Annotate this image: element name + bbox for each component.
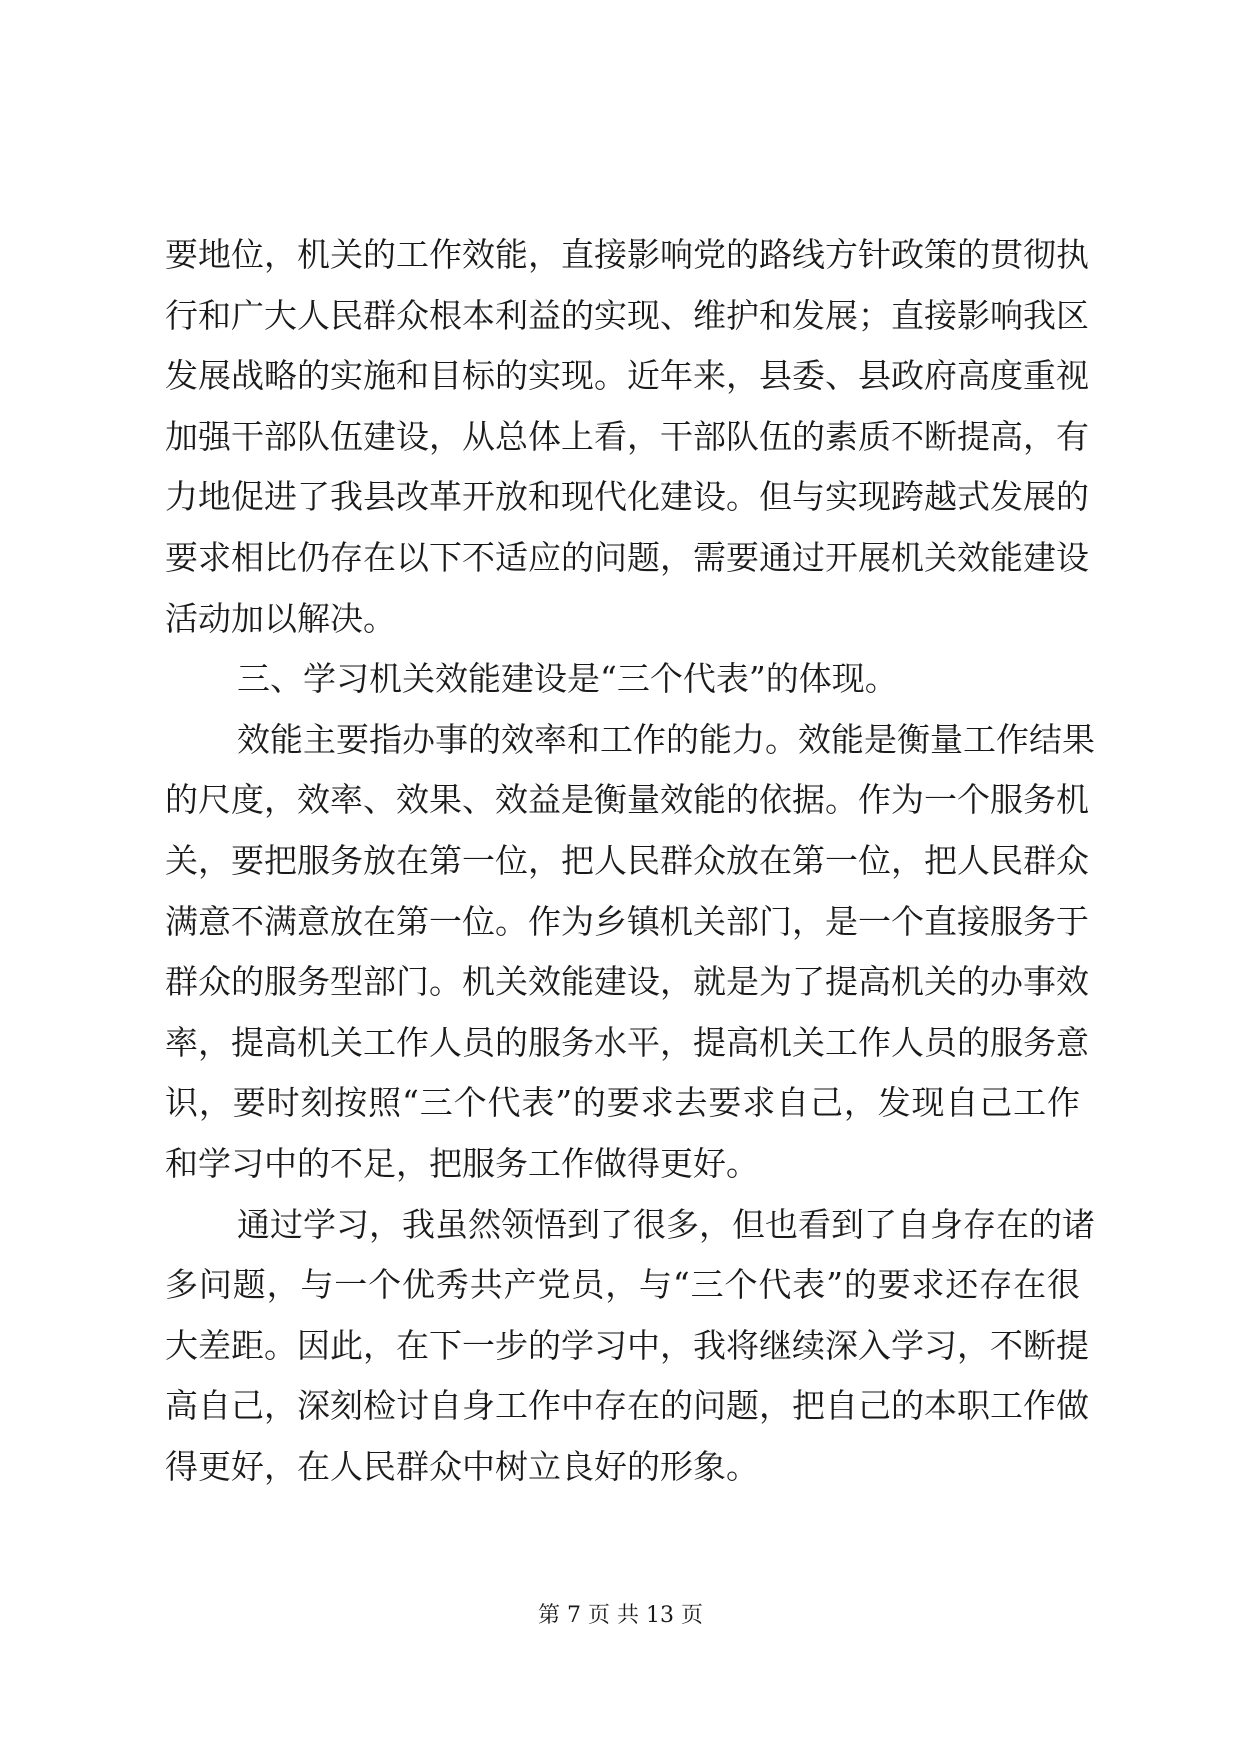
paragraph-efficiency [165,710,1095,1195]
text-line: 力地促进了我县改革开放和现代化建设。但与实现跨越式发展的 [165,477,1089,517]
section-heading-three [165,649,1080,710]
text-line: 效能主要指办事的效率和工作的能力。效能是衡量工作结果 [237,719,1095,759]
text-line: 的尺度，效率、效果、效益是衡量效能的依据。作为一个服务机 [165,780,1089,820]
text-line: 群众的服务型部门。机关效能建设，就是为了提高机关的办事效 [165,962,1089,1002]
text-line: 识，要时刻按照“三个代表”的要求去要求自己，发现自己工作 [165,1083,1080,1123]
text-line: 要地位，机关的工作效能，直接影响党的路线方针政策的贯彻执 [165,235,1089,274]
page-number-footer: 第 7 页 共 13 页 [538,1603,703,1628]
text-line: 发展战略的实施和目标的实现。近年来，县委、县政府高度重视 [165,356,1089,396]
text-line: 率，提高机关工作人员的服务水平，提高机关工作人员的服务意 [165,1022,1089,1062]
text-line: 加强干部队伍建设，从总体上看，干部队伍的素质不断提高，有 [165,416,1089,456]
body-text [165,225,1095,1497]
text-line: 行和广大人民群众根本利益的实现、维护和发展；直接影响我区 [165,295,1089,335]
text-line: 满意不满意放在第一位。作为乡镇机关部门，是一个直接服务于 [165,901,1089,941]
text-line: 多问题，与一个优秀共产党员，与“三个代表”的要求还存在很 [165,1265,1080,1305]
heading-line: 三、学习机关效能建设是“三个代表”的体现。 [237,659,898,699]
text-line: 高自己，深刻检讨自身工作中存在的问题，把自己的本职工作做 [165,1386,1089,1426]
text-line: 大差距。因此，在下一步的学习中，我将继续深入学习，不断提 [165,1325,1089,1365]
paragraph-continued [165,225,1089,649]
paragraph-conclusion [165,1195,1095,1498]
text-line: 关，要把服务放在第一位，把人民群众放在第一位，把人民群众 [165,840,1089,880]
text-line: 活动加以解决。 [165,598,396,638]
text-line: 得更好，在人民群众中树立良好的形象。 [165,1446,759,1486]
text-line: 通过学习，我虽然领悟到了很多，但也看到了自身存在的诸 [237,1204,1095,1244]
text-line: 和学习中的不足，把服务工作做得更好。 [165,1143,759,1183]
text-line: 要求相比仍存在以下不适应的问题，需要通过开展机关效能建设 [165,537,1089,577]
